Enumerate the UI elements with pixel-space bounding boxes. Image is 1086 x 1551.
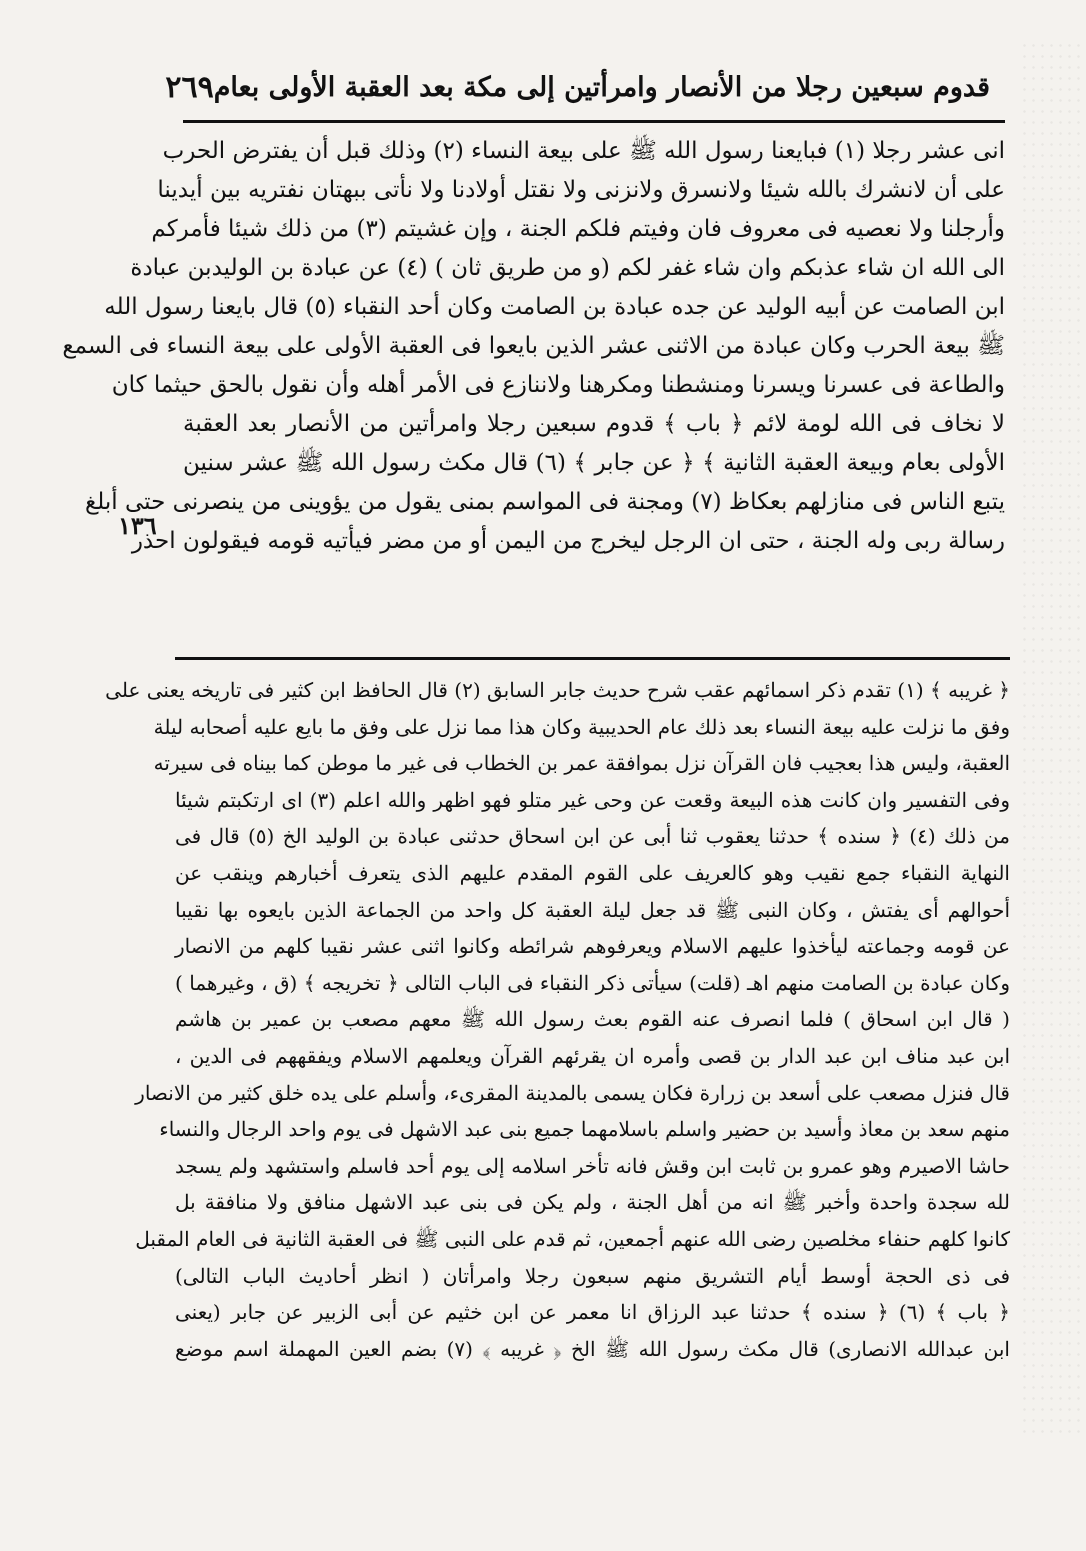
footnote-line: من ذلك (٤) ﴿ سنده ﴾ حدثنا يعقوب ثنا أبى عن ابن اسحاق حدثنى عبادة بن الوليد الخ (٥) قال فى — [175, 824, 1010, 849]
footnote-line: عن قومه وجماعته ليأخذوا عليهم الاسلام ويعرفوهم شرائطه وكانوا اثنى عشر نقيبا كلهم من الانصار — [175, 934, 1010, 959]
main-text-line: لا نخاف فى الله لومة لائم ﴿ باب ﴾ قدوم سبعين رجلا وامرأتين من الأنصار بعد العقبة — [183, 411, 1005, 437]
page-header — [165, 62, 990, 112]
footnote-line: فى ذى الحجة أوسط أيام التشريق منهم سبعون رجلا وامرأتان ( انظر أحاديث الباب التالى) — [175, 1263, 1010, 1288]
main-text-line: والطاعة فى عسرنا ويسرنا ومنشطنا ومكرهنا ولاننازع فى الأمر أهله وأن نقول بالحق حيثما كان — [111, 372, 1005, 398]
footnote-line: وفى التفسير وان كانت هذه البيعة وقعت عن وحى غير متلو فهو اظهر والله اعلم (٣) اى ارتكبتم شيئا — [175, 787, 1010, 812]
footnote-line: ابن عبد مناف ابن عبد الدار بن قصى وأمره ان يقرئهم القرآن ويعلمهم الاسلام ويفقههم فى الدين ، — [175, 1043, 1010, 1068]
footnote-line: ﴿ باب ﴾ (٦) ﴿ سنده ﴾ حدثنا عبد الرزاق انا معمر عن ابن خثيم عن أبى الزبير عن جابر (يعنى — [175, 1300, 1010, 1325]
footnote-line: أحوالهم أى يفتش ، وكان النبى ﷺ قد جعل ليلة العقبة كل واحد من الجماعة الذين بايعوه بها نقيبا — [175, 897, 1010, 922]
running-title: قدوم سبعين رجلا من الأنصار وامرأتين إلى مكة بعد العقبة الأولى بعام — [213, 71, 990, 103]
main-text-line: الى الله ان شاء عذبكم وان شاء غفر لكم (و من طريق ثان ) (٤) عن عبادة بن الوليدبن عبادة — [130, 255, 1005, 281]
scan-noise-edge — [1020, 40, 1080, 1440]
footnote-line: وفق ما نزلت عليه بيعة النساء بعد ذلك عام الحديبية وكان هذا مما نزل على وفق ما بايع عليه أصحابه ليلة — [153, 714, 1010, 739]
margin-hadith-number: ١٣٦ — [118, 511, 157, 540]
footnote-line: قال فنزل مصعب على أسعد بن زرارة فكان يسمى بالمدينة المقرىء، وأسلم على يده خلق كثير من الانصار — [135, 1080, 1010, 1105]
footnote-separator-rule — [175, 657, 1010, 660]
footnote-line: وكان عبادة بن الصامت منهم اهـ (قلت) سيأتى ذكر النقباء فى الباب التالى ﴿ تخريجه ﴾ (ق ، وغيرهما ) — [175, 970, 1010, 995]
main-text-line: الأولى بعام وبيعة العقبة الثانية ﴾ ﴿ عن جابر ﴾ (٦) قال مكث رسول الله ﷺ عشر سنين — [183, 450, 1005, 476]
footnote-line: منهم سعد بن معاذ وأسيد بن حضير واسلم باسلامهما جميع بنى عبد الاشهل فى يوم واحد الرجال والنساء — [159, 1117, 1010, 1142]
footnote-line: ﴿ غريبه ﴾ (١) تقدم ذكر اسمائهم عقب شرح حديث جابر السابق (٢) قال الحافظ ابن كثير فى تاريخه يعنى على — [105, 678, 1010, 702]
main-text-line: رسالة ربى وله الجنة ، حتى ان الرجل ليخرج من اليمن أو من مضر فيأتيه قومه فيقولون احذر — [131, 528, 1005, 554]
page-number: ٢٦٩ — [165, 69, 214, 105]
footnotes-block — [105, 672, 1010, 1532]
main-text-line: ﷺ بيعة الحرب وكان عبادة من الاثنى عشر الذين بايعوا فى العقبة الأولى على بيعة النساء فى السمع — [62, 333, 1005, 359]
footnote-line: حاشا الاصيرم وهو عمرو بن ثابت ابن وقش فانه تأخر اسلامه إلى يوم أحد فاسلم واستشهد ولم يسجد — [175, 1153, 1010, 1178]
main-text-line: يتبع الناس فى منازلهم بعكاظ (٧) ومجنة فى المواسم بمنى يقول من يؤوينى من ينصرنى حتى أبلغ — [85, 489, 1005, 515]
main-text-line: ابن الصامت عن أبيه الوليد عن جده عبادة بن الصامت وكان أحد النقباء (٥) قال بايعنا رسول الله — [104, 294, 1005, 320]
main-text-line: انى عشر رجلا (١) فبايعنا رسول الله ﷺ على بيعة النساء (٢) وذلك قبل أن يفترض الحرب — [162, 138, 1005, 164]
footnote-line: العقبة، وليس هذا بعجيب فان القرآن نزل بموافقة عمر بن الخطاب فى غير ما موطن كما بيناه فى سيرته — [153, 751, 1010, 776]
footnote-line: لله سجدة واحدة وأخبر ﷺ انه من أهل الجنة ، ولم يكن فى بنى عبد الاشهل منافق ولا منافقة بل — [175, 1190, 1010, 1215]
footnote-line: ابن عبدالله الانصارى) قال مكث رسول الله ﷺ الخ ﴿ غريبه ﴾ (٧) بضم العين المهملة اسم موضع — [175, 1336, 1010, 1361]
footnote-line: النهاية النقباء جمع نقيب وهو كالعريف على القوم المقدم عليهم الذى يتعرف أخبارهم وينقب عن — [175, 860, 1010, 885]
footnote-line: ( قال ابن اسحاق ) فلما انصرف عنه القوم بعث رسول الله ﷺ معهم مصعب بن عمير بن هاشم — [175, 1007, 1010, 1032]
header-rule — [183, 120, 1005, 123]
main-text-line: على أن لانشرك بالله شيئا ولانسرق ولانزنى ولا نقتل أولادنا ولا نأتى ببهتان نفتريه بين أيدينا — [157, 177, 1005, 203]
main-text-line: وأرجلنا ولا نعصيه فى معروف فان وفيتم فلكم الجنة ، وإن غشيتم (٣) من ذلك شيئا فأمركم — [151, 216, 1005, 242]
footnote-line: كانوا كلهم حنفاء مخلصين رضى الله عنهم أجمعين، ثم قدم على النبى ﷺ فى العقبة الثانية فى العام المقبل — [135, 1226, 1010, 1251]
